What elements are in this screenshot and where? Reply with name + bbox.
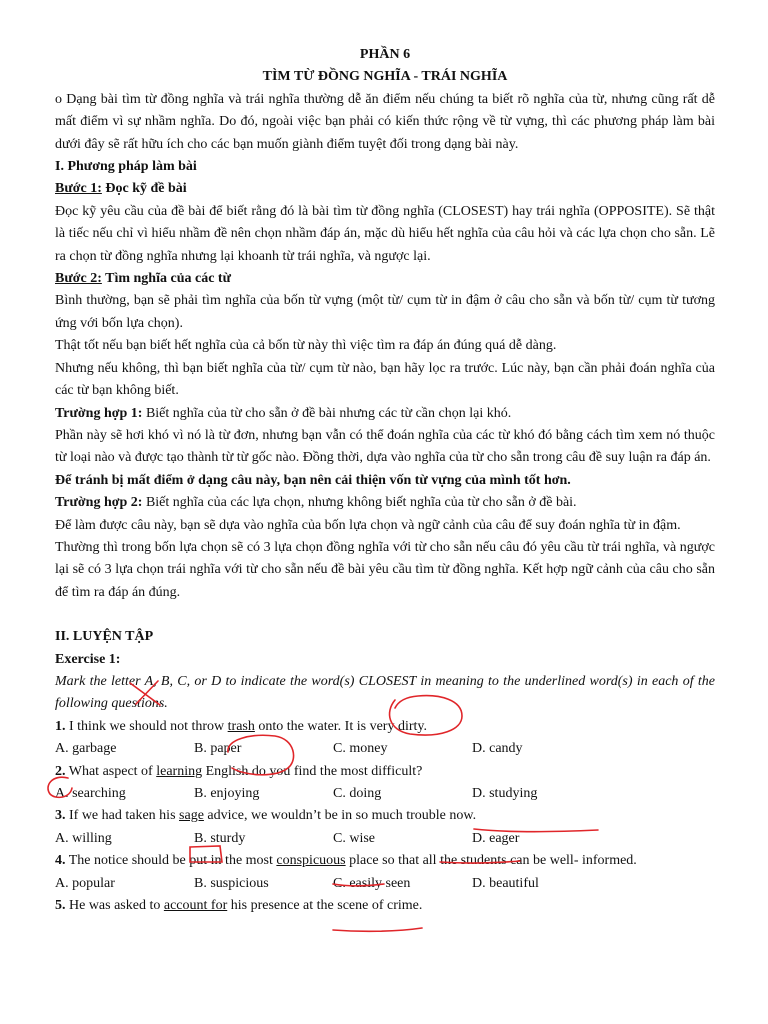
- tip-paragraph: Để tránh bị mất điểm ở dạng câu này, bạn nên cải thiện vốn từ vựng của mình tốt hơn.: [55, 472, 571, 488]
- answer-option[interactable]: D. candy: [472, 741, 523, 757]
- exercise-instruction: Mark the letter A, B, C, or D to indicate the word(s) CLOSEST in meaning to the underlined word(s) in each of the following questions.: [55, 673, 715, 712]
- question-list: [55, 716, 715, 918]
- answer-option[interactable]: B. enjoying: [194, 786, 260, 801]
- case2-text: Biết nghĩa của các lựa chọn, nhưng không biết nghĩa của từ cho sẵn ở đề bài.: [142, 495, 577, 511]
- answer-option[interactable]: C. easily seen: [333, 875, 411, 891]
- answer-options: [55, 738, 715, 760]
- question-5: [55, 895, 715, 917]
- step1-heading: [55, 178, 715, 200]
- question-text-after: English do you find the most difficult?: [202, 763, 423, 779]
- case2-paragraph-1: Để làm được câu này, bạn sẽ dựa vào nghĩa của bốn lựa chọn và ngữ cảnh của câu để suy đoán nghĩa từ in đậm.: [55, 517, 681, 533]
- answer-option[interactable]: C. doing: [333, 786, 382, 801]
- question-text-after: place so that all the students can be well- informed.: [345, 853, 637, 869]
- answer-option[interactable]: A. garbage: [55, 741, 117, 757]
- question-text-after: advice, we wouldn’t be in so much trouble now.: [203, 808, 477, 824]
- answer-option[interactable]: A. willing: [55, 830, 112, 846]
- answer-option[interactable]: B. suspicious: [194, 875, 269, 891]
- underlined-word: conspicuous: [276, 853, 346, 869]
- answer-options: [55, 828, 715, 850]
- question-number: 5.: [55, 898, 66, 914]
- answer-option[interactable]: B. sturdy: [194, 830, 246, 846]
- question-text-after: his presence at the scene of crime.: [227, 898, 423, 914]
- spacer: [55, 604, 715, 626]
- question-3: [55, 805, 715, 827]
- step1-label: Bước 1:: [55, 181, 102, 197]
- case2-paragraph-2: Thường thì trong bốn lựa chọn sẽ có 3 lựa chọn đồng nghĩa với từ cho sẵn nếu câu đó yêu cầu từ trái nghĩa, và ngược lại sẽ có 3 lựa chọn trái nghĩa với từ cho sẵn nếu đề bài yêu cầu tìm từ đồng nghĩa. Kết hợp ngữ cảnh của câu cho sẵn để tìm ra đáp án đúng.: [55, 539, 715, 600]
- question-2: [55, 761, 715, 783]
- underlined-word: sage: [179, 808, 204, 824]
- answer-option[interactable]: C. money: [333, 741, 388, 757]
- case2-label: Trường hợp 2:: [55, 495, 143, 511]
- part-title: PHẦN 6: [359, 47, 411, 62]
- question-number: 2.: [55, 763, 66, 779]
- answer-option[interactable]: A. searching: [55, 786, 126, 801]
- case1-paragraph: Phần này sẽ hơi khó vì nó là từ đơn, nhưng bạn vẫn có thể đoán nghĩa của các từ khó đó bằng cách tìm xem nó thuộc từ loại nào và được tạo thành từ từ gốc nào. Đồng thời, dựa vào nghĩa của từ cho sẵn trong câu đề suy luận ra đáp án.: [55, 427, 715, 466]
- case1-label: Trường hợp 1:: [55, 405, 143, 421]
- underlined-word: learning: [156, 763, 203, 779]
- case2-heading: [55, 492, 715, 514]
- step2-paragraph-2: Thật tốt nếu bạn biết hết nghĩa của cả bốn từ này thì việc tìm ra đáp án đúng quá dễ dàng.: [55, 338, 557, 354]
- answer-option[interactable]: A. popular: [55, 875, 115, 891]
- step2-title: Tìm nghĩa của các từ: [101, 271, 231, 287]
- case1-text: Biết nghĩa của từ cho sẵn ở đề bài nhưng các từ cần chọn lại khó.: [142, 405, 512, 421]
- step1-paragraph: Đọc kỹ yêu cầu của đề bài để biết rằng đó là bài tìm từ đồng nghĩa (CLOSEST) hay trái nghĩa (OPPOSITE). Sẽ thật là tiếc nếu chỉ vì hiểu nhầm đề nên chọn nhầm đáp án, mặc dù hiểu hết nghĩa của câu hỏi và các lựa chọn cho sẵn. Lẽ ra chọn từ đồng nghĩa nhưng lại khoanh từ trái nghĩa, và ngược lại.: [55, 203, 715, 264]
- topic-title: TÌM TỪ ĐỒNG NGHĨA - TRÁI NGHĨA: [262, 69, 508, 85]
- step2-paragraph-1: Bình thường, bạn sẽ phải tìm nghĩa của bốn từ vựng (một từ/ cụm từ in đậm ở câu cho sẵn và bốn từ/ cụm từ tương ứng với bốn lựa chọn).: [55, 293, 715, 331]
- answer-option[interactable]: B. paper: [194, 741, 242, 757]
- step2-label: Bước 2:: [55, 271, 102, 287]
- underlined-word: account for: [163, 898, 228, 914]
- answer-option[interactable]: D. studying: [472, 786, 538, 801]
- question-number: 4.: [55, 853, 66, 869]
- question-text-before: The notice should be put in the most: [65, 853, 277, 869]
- step1-title: Đọc kỹ đề bài: [101, 181, 187, 197]
- case1-heading: [55, 403, 715, 425]
- question-text-before: What aspect of: [65, 763, 157, 779]
- answer-option[interactable]: D. beautiful: [472, 875, 539, 891]
- question-1: [55, 716, 715, 738]
- underline-easily-seen: [333, 928, 422, 931]
- underlined-word: trash: [227, 718, 255, 734]
- question-text-before: I think we should not throw: [65, 718, 228, 734]
- question-number: 3.: [55, 808, 66, 824]
- answer-option[interactable]: D. eager: [472, 830, 520, 846]
- section-heading-method: I. Phương pháp làm bài: [55, 159, 197, 175]
- document-page: [55, 44, 715, 917]
- answer-options: [55, 783, 715, 805]
- exercise-title: Exercise 1:: [55, 651, 121, 667]
- answer-options: [55, 873, 715, 895]
- question-text-after: onto the water. It is very dirty.: [254, 718, 427, 734]
- question-4: [55, 850, 715, 872]
- question-text-before: If we had taken his: [65, 808, 180, 824]
- answer-option[interactable]: C. wise: [333, 830, 375, 846]
- section-heading-practice: II. LUYỆN TẬP: [55, 629, 154, 645]
- question-number: 1.: [55, 718, 66, 734]
- intro-paragraph: o Dạng bài tìm từ đồng nghĩa và trái nghĩa thường dễ ăn điểm nếu chúng ta biết rõ nghĩa của từ, nhưng cũng rất dễ mất điểm vì sự nhầm nghĩa. Do đó, ngoài việc bạn phải có kiến thức rộng về từ vựng, thì các phương pháp làm bài dưới đây sẽ rất hữu ích cho các bạn muốn giành điểm tuyệt đối trong dạng bài này.: [55, 91, 715, 152]
- step2-paragraph-3: Nhưng nếu không, thì bạn biết nghĩa của từ/ cụm từ nào, bạn hãy lọc ra trước. Lúc này, bạn cần phải đoán nghĩa của các từ bạn không biết.: [55, 360, 715, 399]
- question-text-before: He was asked to: [65, 898, 164, 914]
- step2-heading: [55, 268, 715, 290]
